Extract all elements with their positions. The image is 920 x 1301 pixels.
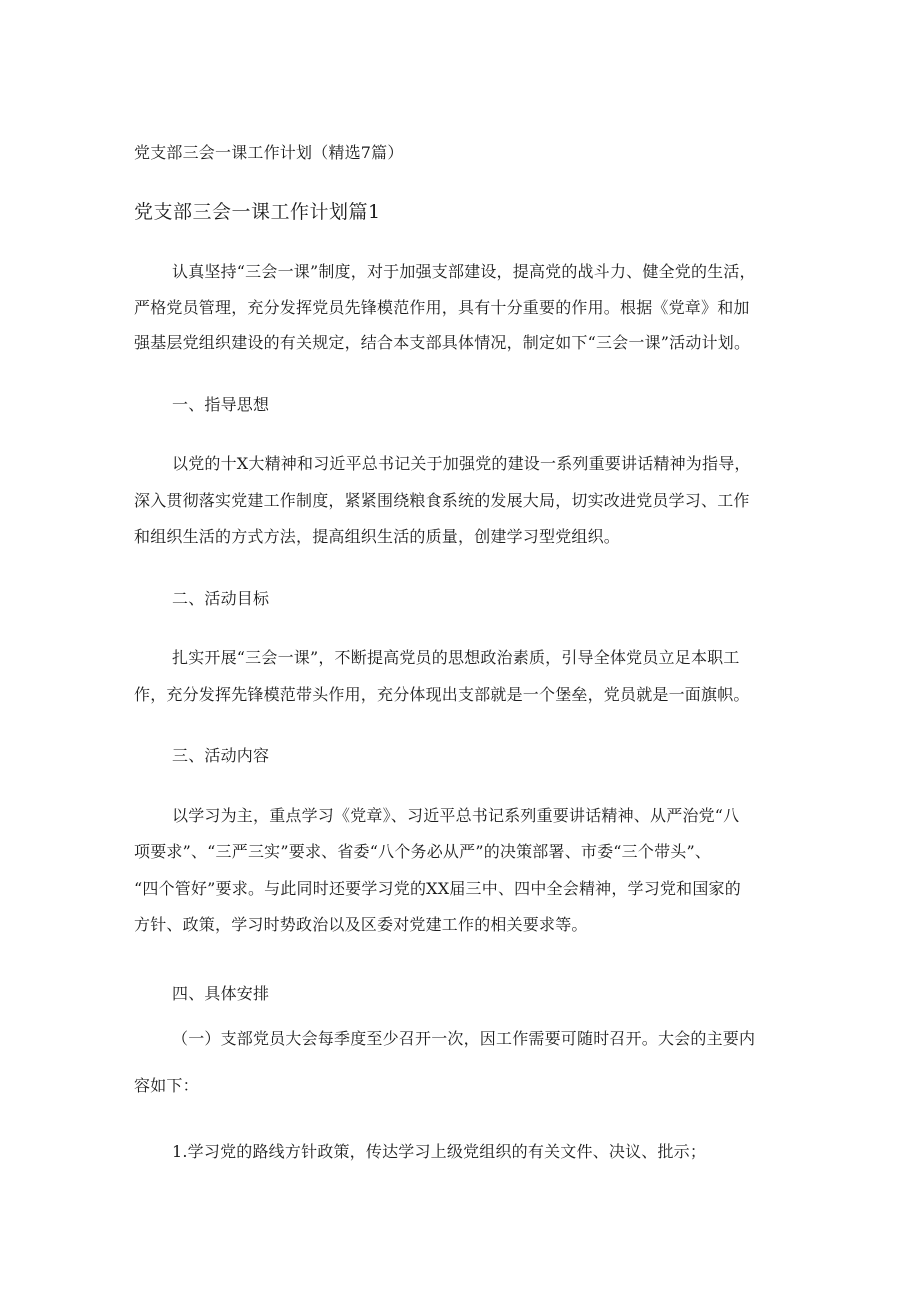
intro-line-3: 强基层党组织建设的有关规定，结合本支部具体情况，制定如下“三会一课”活动计划。 [134,333,751,352]
p3-line-2: 项要求”、“三严三实”要求、省委“八个务必从严”的决策部署、市委“三个带头”、 [134,842,712,861]
p3-line-1: 以学习为主，重点学习《党章》、习近平总书记系列重要讲话精神、从严治党“八 [172,806,740,825]
p3-line-3: “四个管好”要求。与此同时还要学习党的XX届三中、四中全会精神，学习党和国家的 [134,879,741,898]
heading-specific-arrangements: 四、具体安排 [172,984,270,1003]
p1-line-1: 以党的十Ⅹ大精神和习近平总书记关于加强党的建设一系列重要讲话精神为指导， [172,454,751,473]
p2-line-1: 扎实开展“三会一课”，不断提高党员的思想政治素质，引导全体党员立足本职工 [172,648,740,667]
p1-line-3: 和组织生活的方式方法，提高组织生活的质量，创建学习型党组织。 [134,527,621,546]
heading-activity-content: 三、活动内容 [172,746,270,765]
list-item-1: 1.学习党的路线方针政策，传达学习上级党组织的有关文件、决议、批示； [172,1142,707,1161]
heading-guiding-thought: 一、指导思想 [172,395,270,414]
p2-line-2: 作，充分发挥先锋模范带头作用，充分体现出支部就是一个堡垒，党员就是一面旗帜。 [134,685,750,704]
intro-line-1: 认真坚持“三会一课”制度，对于加强支部建设，提高党的战斗力、健全党的生活， [172,262,756,281]
document-title: 党支部三会一课工作计划（精选7篇） [134,143,404,162]
p4-line-1: （一）支部党员大会每季度至少召开一次，因工作需要可随时召开。大会的主要内 [172,1029,756,1048]
p1-line-2: 深入贯彻落实党建工作制度，紧紧围绕粮食系统的发展大局，切实改进党员学习、工作 [134,491,750,510]
p3-line-4: 方针、政策，学习时势政治以及区委对党建工作的相关要求等。 [134,915,588,934]
section-title: 党支部三会一课工作计划篇1 [134,201,381,223]
p4-line-2: 容如下： [134,1076,199,1095]
intro-line-2: 严格党员管理，充分发挥党员先锋模范作用，具有十分重要的作用。根据《党章》和加 [134,298,750,317]
heading-activity-goals: 二、活动目标 [172,589,270,608]
